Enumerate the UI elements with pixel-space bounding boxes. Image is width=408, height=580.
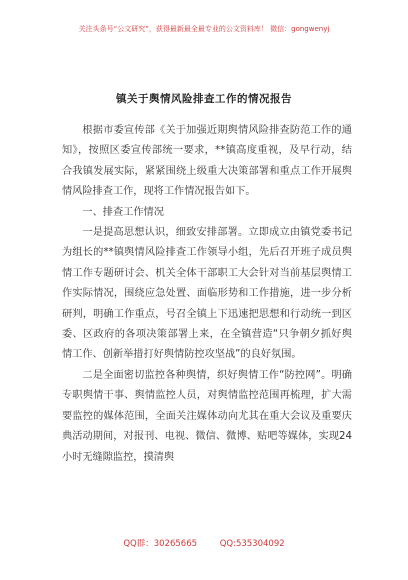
body-paragraph: 二是全面密切监控各种舆情，织好舆情工作“防控网”。明确专职舆情干事、舆情监控人员，对舆情监控范围再梳理，扩大需要监控的媒体范围，全面关注媒体动向尤其在重大会议及重要庆典活动期间，对报刊、电视、微信、微博、贴吧等媒体，实现24小时无缝隙监控，摸清舆 — [62, 369, 352, 463]
qq-contact-label: QQ:535304092 — [219, 539, 285, 549]
document-title: 镇关于舆情风险排查工作的情况报告 — [116, 93, 292, 105]
promo-banner: 关注头条号“公文研究”，获得最新最全最专业的公文资料库！ 微信：gongwenyj — [78, 25, 330, 33]
body-paragraph: 一是提高思想认识，细致安排部署。立即成立由镇党委书记为组长的**镇舆情风险排查工作领导小组，先后召开班子成员舆情工作专题研讨会、机关全体干部职工大会针对当前基层舆情工作实际情况，围绕应急处置、面临形势和工作措施，进一步分析研判，明确工作重点，号召全镇上下迅速把思想和行动统一到区委、区政府的各项决策部署上来，在全镇营造“只争朝夕抓好舆情工作、创新举措打好舆情防控攻坚战”的良好氛围。 — [62, 227, 352, 361]
contact-footer — [0, 537, 408, 549]
section-heading: 一、排查工作情况 — [82, 206, 164, 218]
intro-paragraph: 根据市委宣传部《关于加强近期舆情风险排查防范工作的通知》，按照区委宣传部统一要求，**镇高度重视，及早行动，结合我镇发展实际，紧紧围绕上级重大决策部署和重点工作开展舆情风险排查工作，现将工作情况报告如下。 — [62, 125, 352, 198]
qq-group-label: QQ群：30265665 — [123, 539, 198, 549]
document-body — [62, 121, 352, 468]
